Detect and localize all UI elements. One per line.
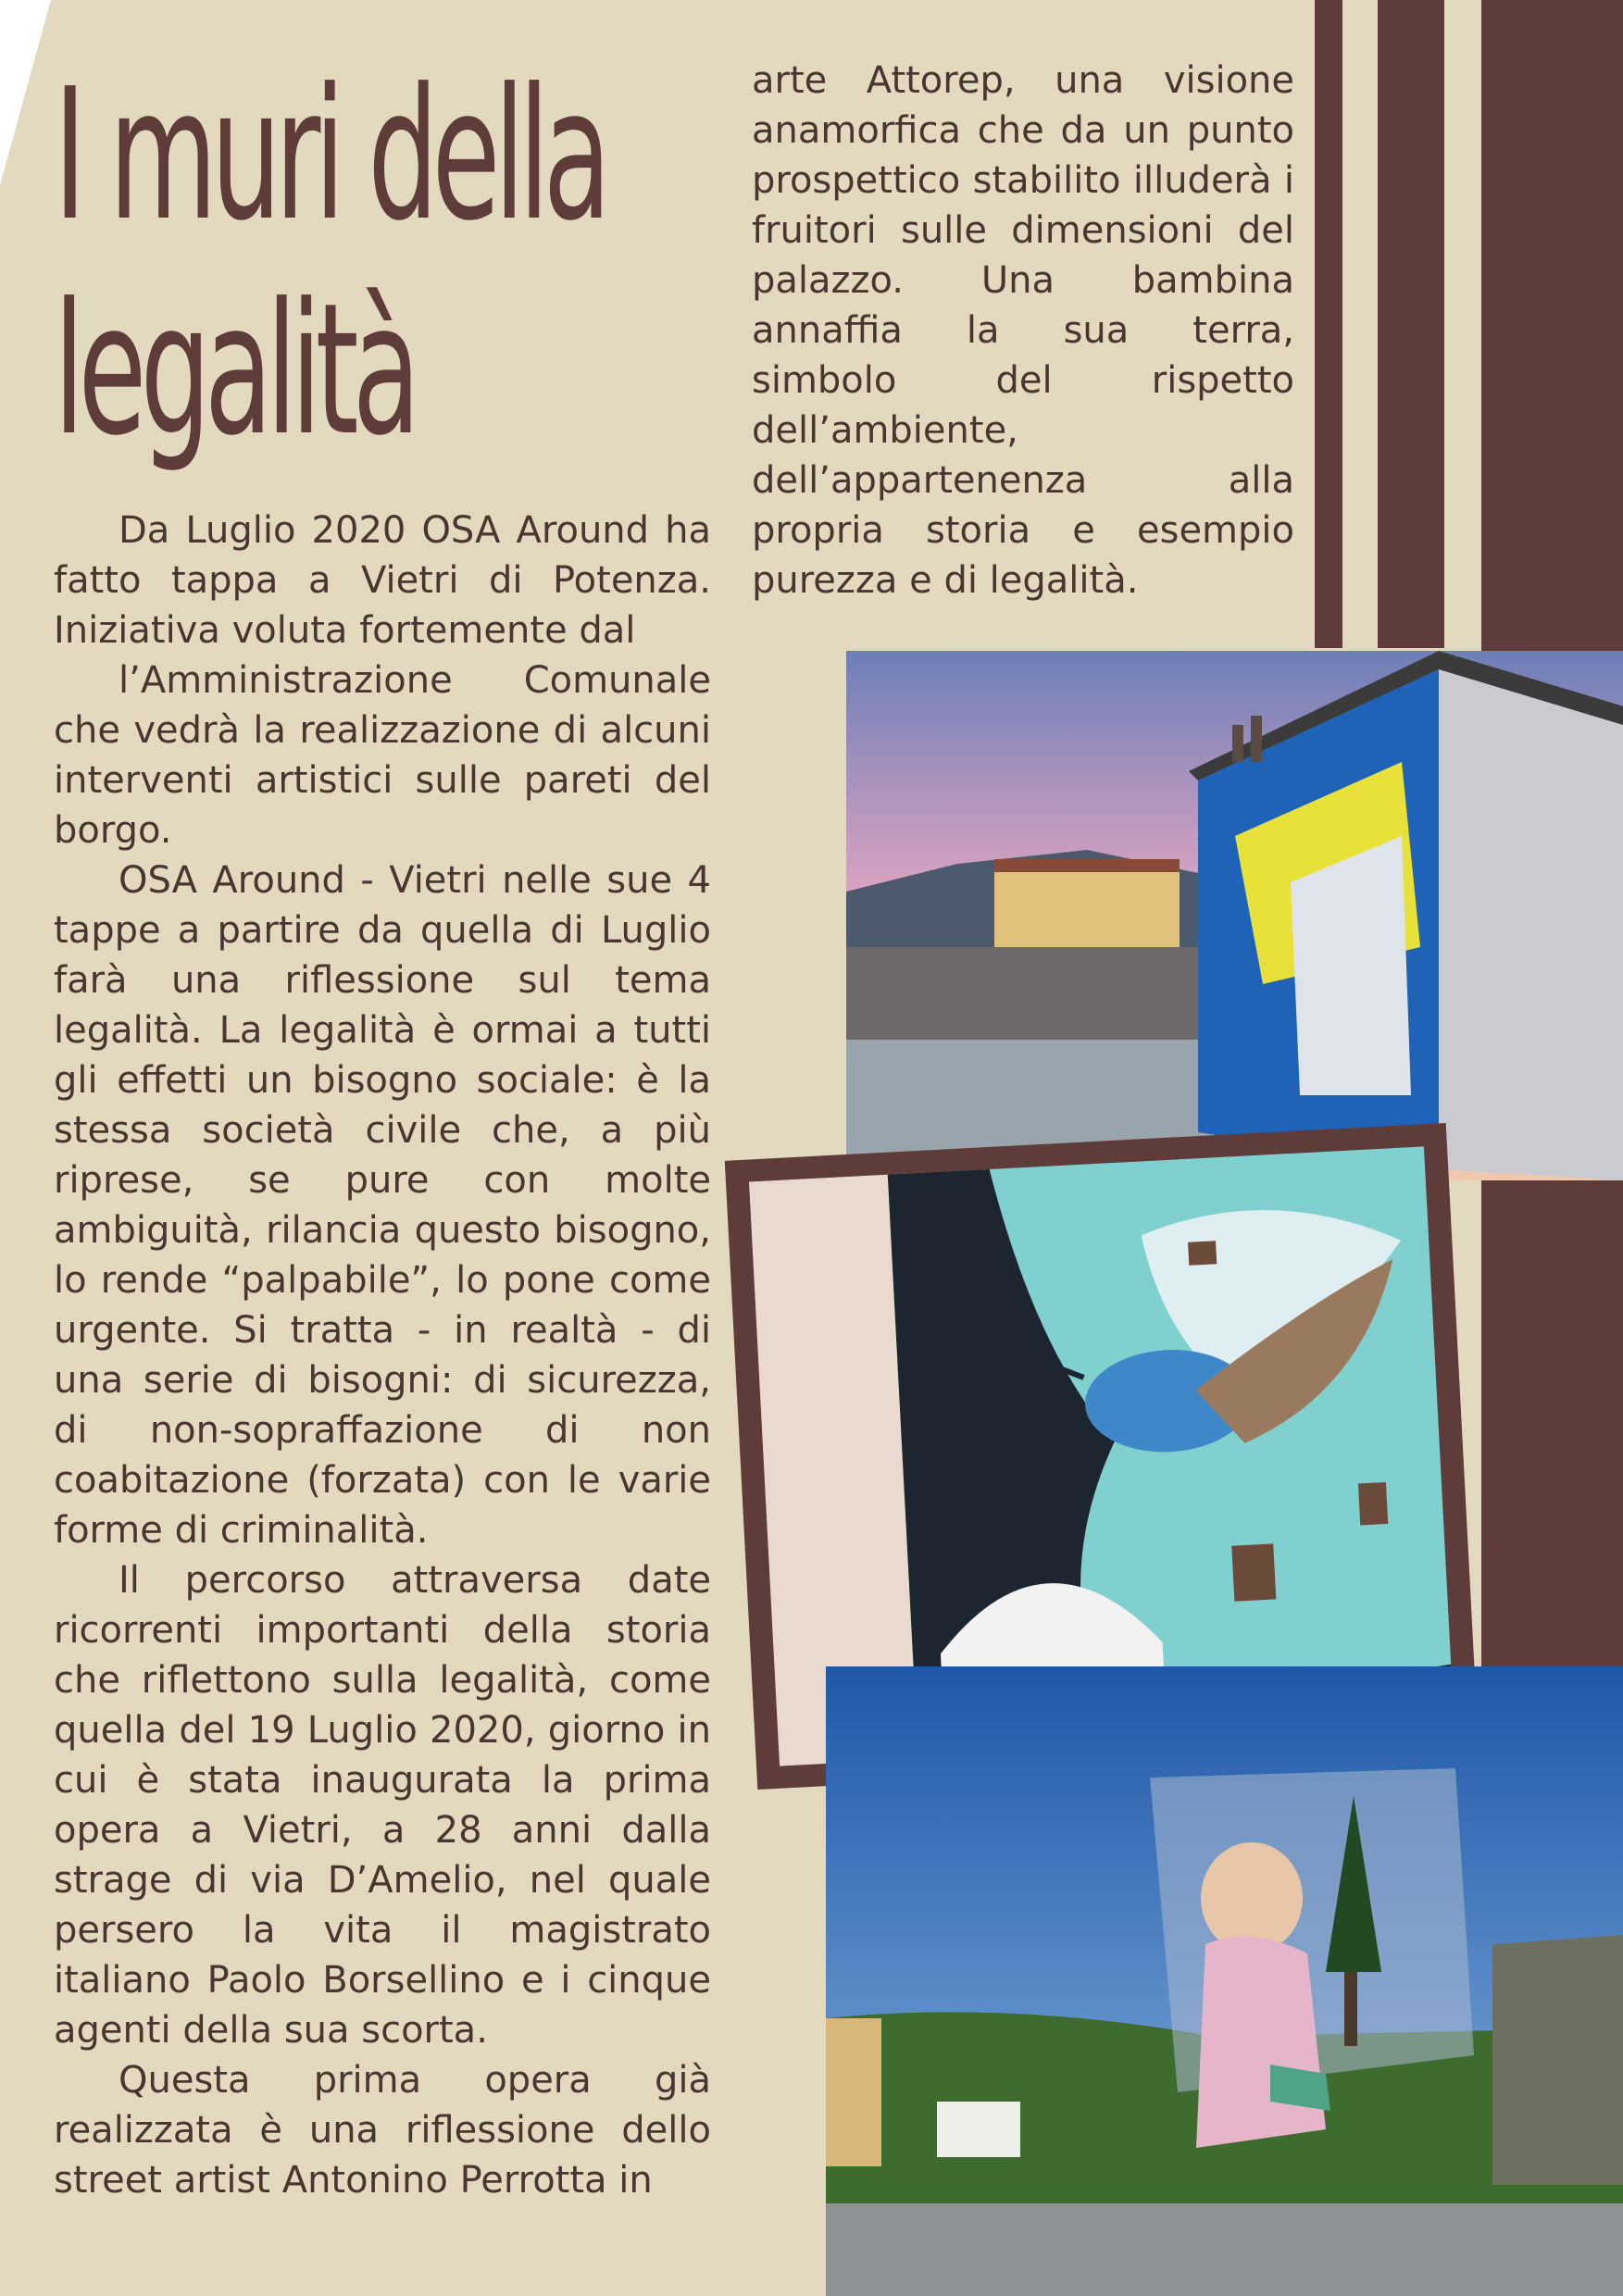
paragraph-right: arte Attorep, una visione anamorfica che da un punto prospettico stabilito illuderà i fruitori sulle dimensioni del palazzo. Una bambina annaffia la sua terra, simbolo del rispetto dell’ambiente, dell’appartenenza alla propria storia e esempio purezza e di legalità. (752, 59, 1294, 602)
title-line-2: legalità (54, 265, 415, 476)
photo-girl-mural (826, 1666, 1623, 2296)
stripe-1 (1315, 0, 1342, 648)
page-corner-cut (0, 0, 51, 185)
photo-fists-mural (846, 651, 1623, 1180)
paragraph-3: OSA Around - Vietri nelle sue 4 tappe a partire da quella di Luglio farà una riflessione sul tema legalità. La legalità è ormai a tutti gli effetti un bisogno sociale: è la stessa società civile che, a più riprese, se pure con molte ambiguità, rilancia questo bisogno, lo rende “palpabile”, lo pone come urgente. Si tratta - in realtà - di una serie di bisogni: di sicurezza, di non-sopraffazione di non coabitazione (forzata) con le varie forme di criminalità. (54, 859, 711, 1552)
stripe-2 (1378, 0, 1444, 648)
paragraph-2: l’Amministrazione Comunale che vedrà la realizzazione di alcuni interventi artistici sulle pareti del borgo. (54, 659, 711, 852)
title-line-1: I muri della (54, 50, 606, 261)
paragraph-4: Il percorso attraversa date ricorrenti importanti della storia che riflettono sulla legalità, come quella del 19 Luglio 2020, giorno in cui è stata inaugurata la prima opera a Vietri, a 28 anni dalla strage di via D’Amelio, nel quale persero la vita il magistrato italiano Paolo Borsellino e i cinque agenti della sua scorta. (54, 1559, 711, 2052)
page-title (54, 48, 606, 478)
paragraph-5: Questa prima opera già realizzata è una riflessione dello street artist Antonino Perrotta in (54, 2059, 711, 2202)
left-column (54, 505, 711, 2205)
right-column (752, 56, 1294, 605)
paragraph-1: Da Luglio 2020 OSA Around ha fatto tappa a Vietri di Potenza. Iniziativa voluta fortemente dal (54, 509, 711, 652)
